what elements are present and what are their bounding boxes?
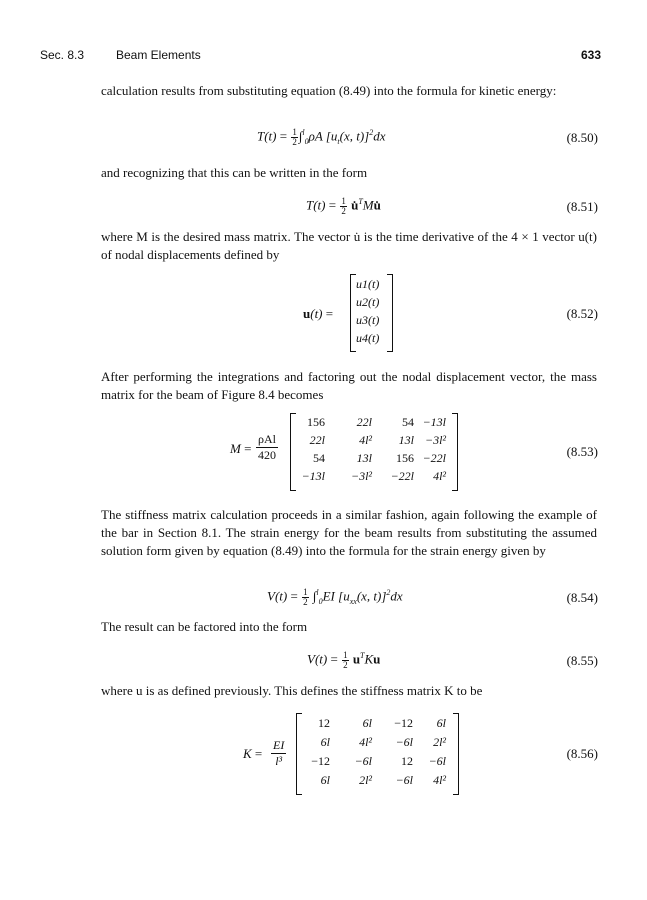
- stiffness-matrix-cell-4-2: 2l²: [359, 773, 372, 787]
- mass-matrix-bracket-right: [452, 413, 458, 491]
- vector-entry-4: u4(t): [356, 331, 380, 345]
- mass-coef-denominator: 420: [258, 448, 276, 462]
- equation-8-53-lhs: M =: [230, 441, 252, 456]
- mass-matrix-cell-3-1: 54: [313, 451, 325, 465]
- stiffness-matrix-cell-1-2: 6l: [362, 716, 372, 730]
- stiffness-matrix-cell-3-4: −6l: [428, 754, 446, 768]
- section-label: Sec. 8.3: [40, 48, 85, 62]
- stiff-coef-numerator: EI: [273, 738, 285, 752]
- page-number: 633: [580, 48, 601, 62]
- paragraph-kinetic-intro: calculation results from substituting equation (8.49) into the formula for kinetic energy:: [101, 83, 557, 98]
- equation-number-8-52: (8.52): [566, 306, 598, 321]
- mass-matrix-cell-1-2: 22l: [356, 415, 372, 429]
- stiffness-matrix-bracket-left: [296, 713, 302, 795]
- mass-matrix-cell-2-3: 13l: [398, 433, 414, 447]
- mass-matrix-cell-3-3: 156: [396, 451, 414, 465]
- mass-matrix-cell-2-4: −3l²: [424, 433, 446, 447]
- stiffness-matrix-cell-2-3: −6l: [395, 735, 413, 749]
- mass-matrix-cell-2-2: 4l²: [359, 433, 372, 447]
- stiffness-matrix-cell-1-4: 6l: [436, 716, 446, 730]
- stiffness-matrix-cell-1-3: −12: [394, 716, 413, 730]
- mass-matrix-cell-4-3: −22l: [390, 469, 414, 483]
- equation-8-52-lhs: u(t) =: [303, 306, 334, 321]
- paragraph-stiffness-def: where u is as defined previously. This defines the stiffness matrix K to be: [101, 683, 483, 698]
- equation-number-8-50: (8.50): [566, 130, 598, 145]
- mass-matrix-cell-4-1: −13l: [301, 469, 325, 483]
- stiffness-matrix-cell-2-1: 6l: [320, 735, 330, 749]
- mass-matrix-cell-3-2: 13l: [356, 451, 372, 465]
- stiffness-coefficient: [271, 738, 286, 769]
- equation-number-8-55: (8.55): [566, 653, 598, 668]
- stiffness-matrix-cell-2-2: 4l²: [359, 735, 372, 749]
- stiffness-matrix-bracket-right: [453, 713, 459, 795]
- stiff-coef-denominator: l³: [275, 754, 283, 768]
- vector-bracket-right: [387, 274, 393, 352]
- stiffness-matrix-cell-4-1: 6l: [320, 773, 330, 787]
- paragraph-factored: The result can be factored into the form: [101, 619, 308, 634]
- vector-entry-2: u2(t): [356, 295, 380, 309]
- mass-matrix-cell-4-2: −3l²: [350, 469, 372, 483]
- equation-number-8-51: (8.51): [566, 199, 598, 214]
- paragraph-form-intro: and recognizing that this can be written in the form: [101, 165, 368, 180]
- mass-matrix-cell-1-3: 54: [402, 415, 414, 429]
- stiffness-matrix-cell-2-4: 2l²: [433, 735, 446, 749]
- mass-coef-numerator: ρAl: [258, 432, 276, 446]
- stiffness-matrix-cell-3-3: 12: [401, 754, 413, 768]
- paragraph-integration: After performing the integrations and factoring out the nodal displacement vector, the mass matrix for the beam of Figure 8.4 becomes: [101, 369, 597, 402]
- equation-8-55: V(t) = $\frac{1}{2}$ $u^TKu$: [307, 650, 381, 670]
- vector-entry-3: u3(t): [356, 313, 380, 327]
- mass-matrix-cell-1-1: 156: [307, 415, 325, 429]
- stiffness-matrix-cell-4-3: −6l: [395, 773, 413, 787]
- mass-matrix-bracket-left: [290, 413, 296, 491]
- chapter-title: Beam Elements: [116, 48, 201, 62]
- equation-number-8-53: (8.53): [566, 444, 598, 459]
- vector-entry-1: u1(t): [356, 277, 380, 291]
- mass-matrix-cell-3-4: −22l: [422, 451, 446, 465]
- mass-matrix-cell-1-4: −13l: [422, 415, 446, 429]
- mass-coefficient: [256, 432, 278, 463]
- stiffness-matrix-cell-3-2: −6l: [354, 754, 372, 768]
- equation-8-54: V(t) = $\frac{1}{2}$ ∫$^l_0$EI [$u_{xx}(x$, t)]$^2$dx: [267, 587, 403, 607]
- equation-8-56-lhs: K =: [243, 746, 263, 761]
- mass-matrix-cell-2-1: 22l: [309, 433, 325, 447]
- mass-matrix-cell-4-4: 4l²: [433, 469, 446, 483]
- paragraph-mass-matrix: where M is the desired mass matrix. The vector u̇ is the time derivative of the 4 × 1 vector u(t) of nodal displacements defined by: [101, 229, 597, 262]
- stiffness-matrix-cell-1-1: 12: [318, 716, 330, 730]
- equation-number-8-54: (8.54): [566, 590, 598, 605]
- equation-8-51: T(t) = $\frac{1}{2}$ u̇$^T$Mu̇: [306, 196, 381, 216]
- paragraph-stiffness: The stiffness matrix calculation proceeds in a similar fashion, again following the example of the bar in Section 8.1. The strain energy for the beam results from substituting the assumed solution form given by equation (8.49) into the formula for the strain energy given by: [101, 507, 597, 558]
- equation-number-8-56: (8.56): [566, 746, 598, 761]
- equation-8-50: T(t) = $\frac{1}{2}$ ∫$^l_0$ρA [$u_t(x$, t)]$^2$dx: [257, 127, 386, 147]
- stiffness-matrix-cell-4-4: 4l²: [433, 773, 446, 787]
- stiffness-matrix-cell-3-1: −12: [311, 754, 330, 768]
